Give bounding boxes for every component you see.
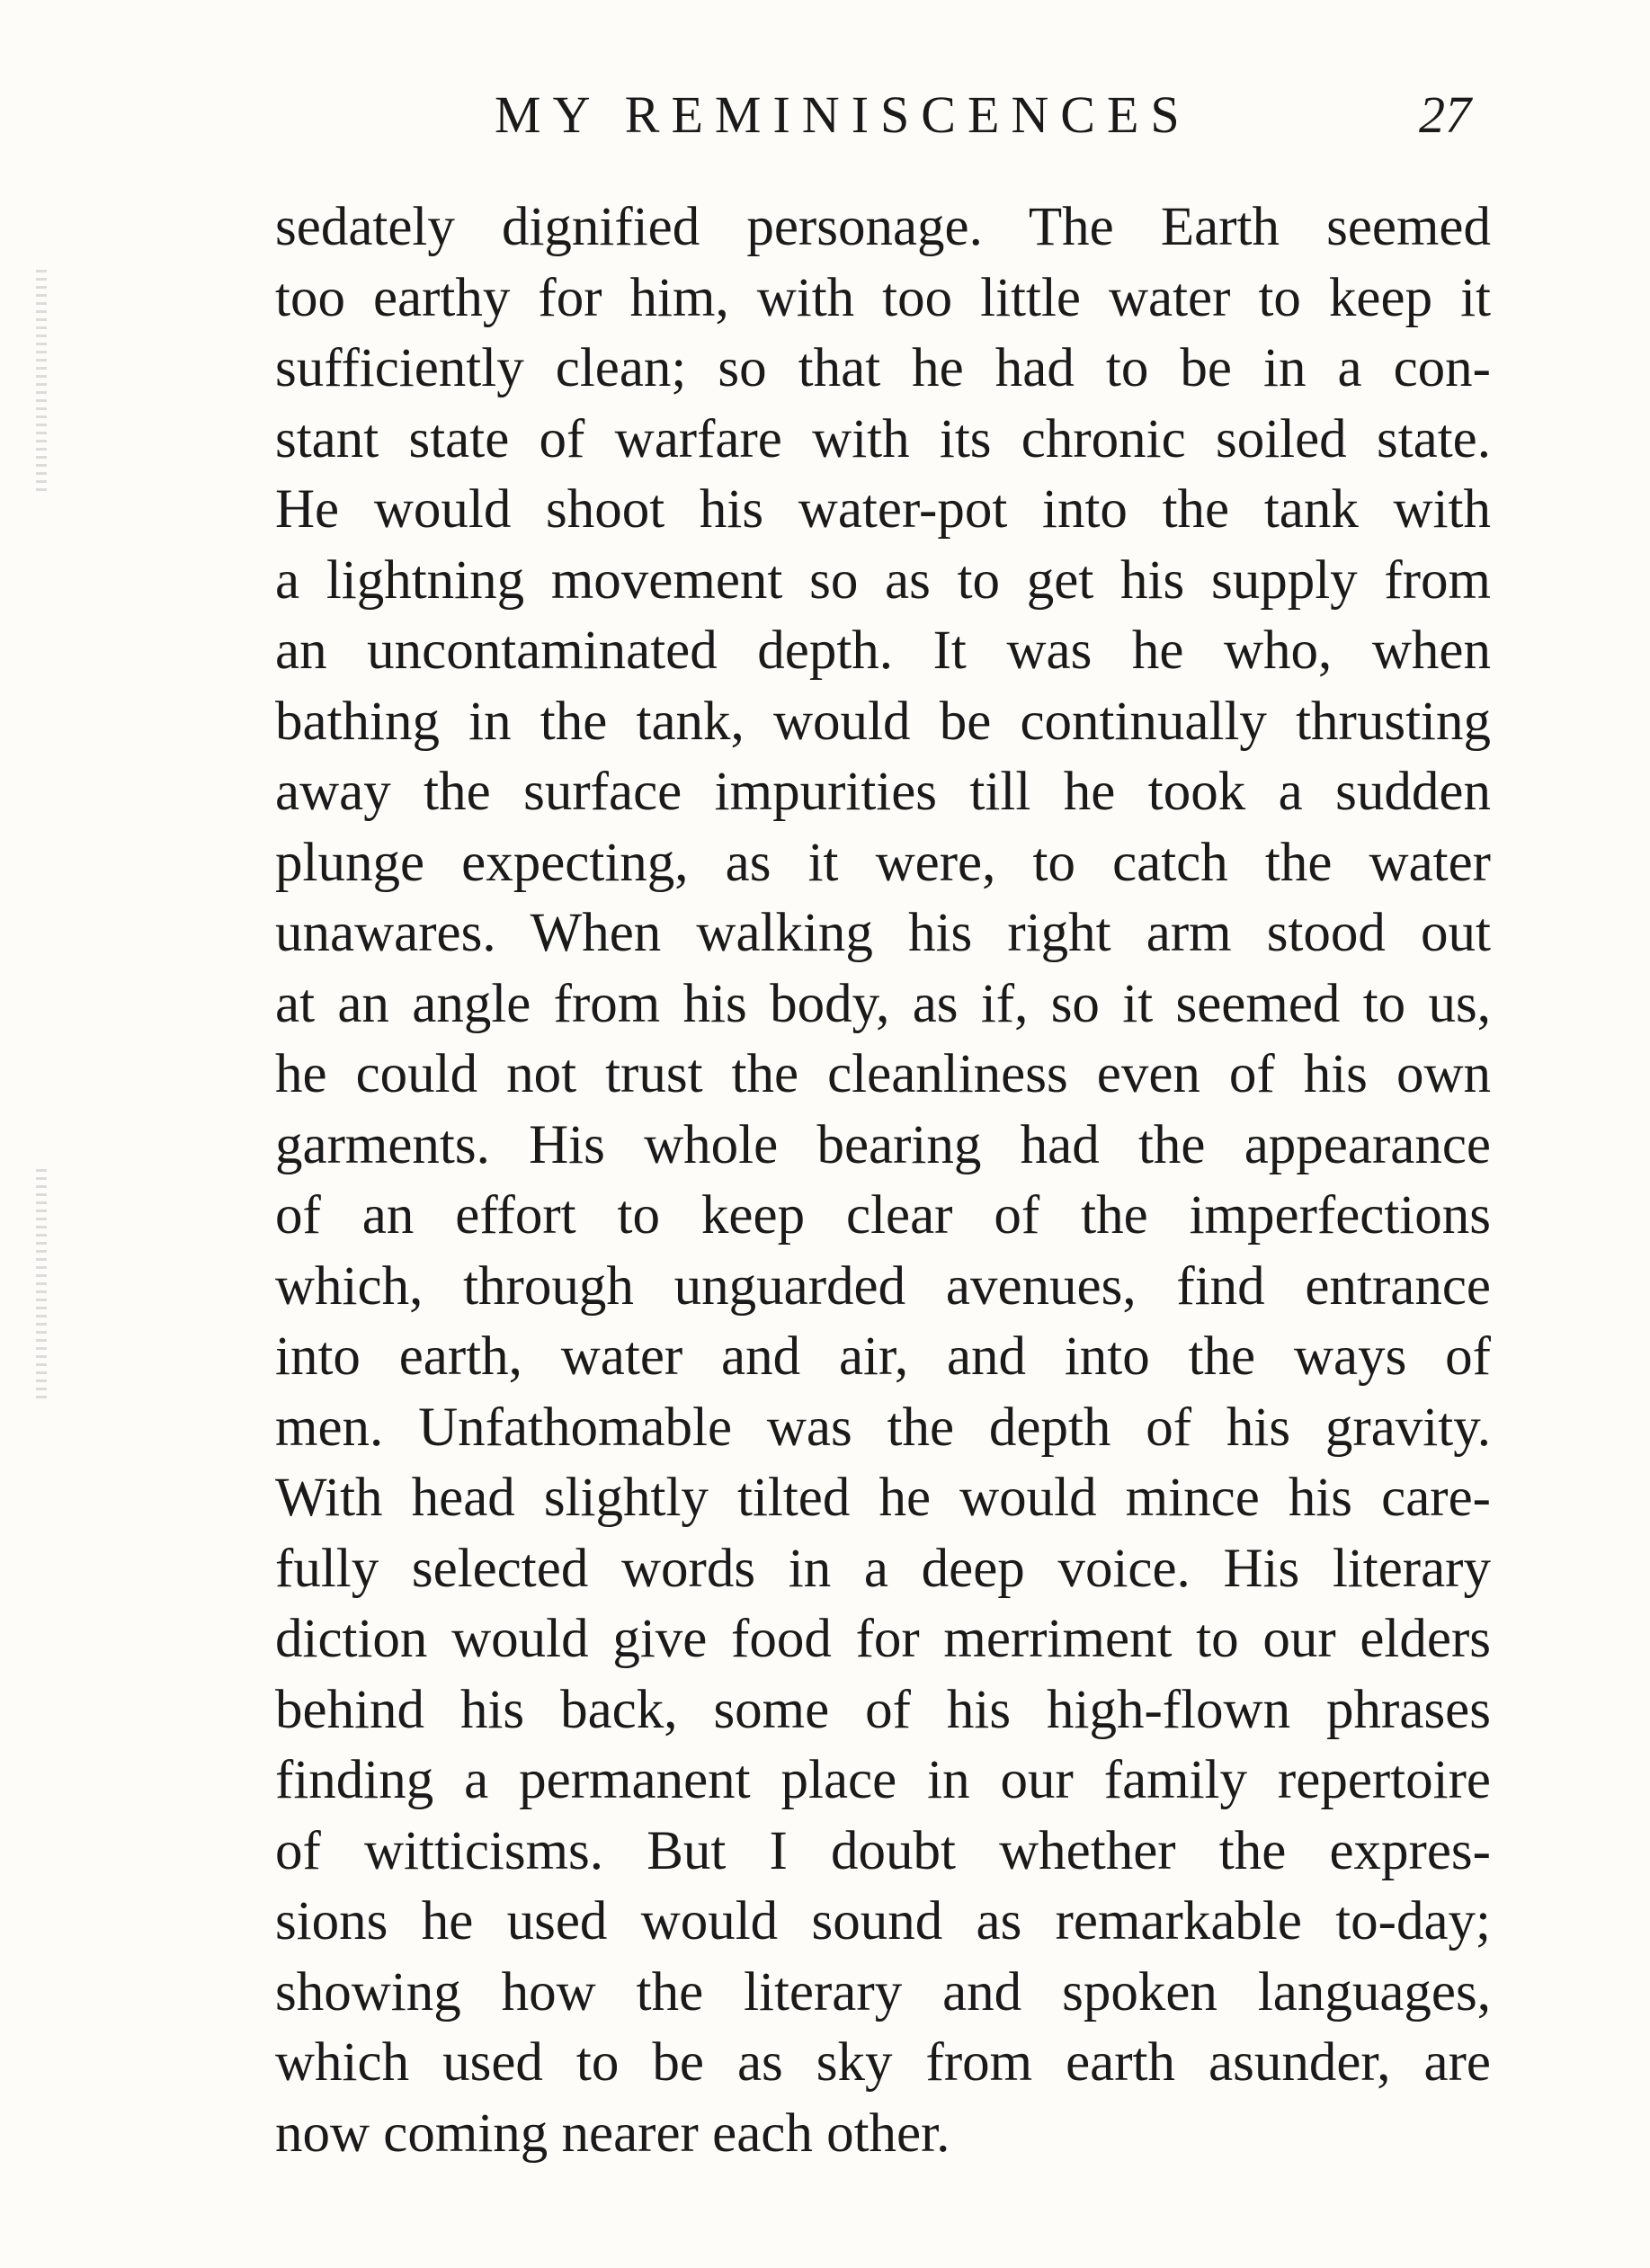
text-line: into earth, water and air, and into the ways of xyxy=(275,1326,1491,1387)
text-line: too earthy for him, with too little water to keep it xyxy=(275,267,1491,328)
text-line: With head slightly tilted he would mince his care- xyxy=(275,1468,1491,1528)
text-line: plunge expecting, as it were, to catch the water xyxy=(275,832,1491,893)
text-line: which used to be as sky from earth asunder, are xyxy=(275,2032,1491,2093)
page-header xyxy=(0,79,1650,151)
text-line: a lightning movement so as to get his supply from xyxy=(275,549,1491,611)
text-line: now coming nearer each other. xyxy=(275,2103,950,2164)
text-line: diction would give food for merriment to our elders xyxy=(275,1609,1491,1669)
text-line: He would shoot his water-pot into the tank with xyxy=(275,479,1491,540)
text-line: garments. His whole bearing had the appearance xyxy=(275,1114,1491,1175)
text-line: fully selected words in a deep voice. His literary xyxy=(275,1538,1491,1599)
text-line: an uncontaminated depth. It was he who, when xyxy=(275,621,1491,681)
text-line: which, through unguarded avenues, find entrance xyxy=(275,1255,1491,1317)
scan-edge-mark xyxy=(36,270,47,495)
text-line: behind his back, some of his high-flown phrases xyxy=(275,1679,1491,1740)
text-line: showing how the literary and spoken languages, xyxy=(275,1961,1491,2022)
text-line: of witticisms. But I doubt whether the expres- xyxy=(275,1820,1491,1881)
text-line: sedately dignified personage. The Earth seemed xyxy=(275,197,1491,257)
text-line: at an angle from his body, as if, so it seemed to us, xyxy=(275,973,1491,1034)
text-line: finding a permanent place in our family repertoire xyxy=(275,1750,1491,1810)
running-title: MY REMINISCENCES xyxy=(495,85,1191,144)
text-line: sufficiently clean; so that he had to be in a con- xyxy=(275,338,1491,398)
text-line: bathing in the tank, would be continually thrusting xyxy=(275,691,1491,752)
scan-edge-mark xyxy=(36,1169,47,1403)
text-line: he could not trust the cleanliness even of his own xyxy=(275,1044,1491,1104)
page-number: 27 xyxy=(1419,85,1471,144)
text-line: sions he used would sound as remarkable to-day; xyxy=(275,1891,1491,1951)
text-line: men. Unfathomable was the depth of his gravity. xyxy=(275,1397,1491,1458)
text-line: unawares. When walking his right arm stood out xyxy=(275,903,1491,963)
text-line: stant state of warfare with its chronic soiled state. xyxy=(275,408,1491,469)
body-text xyxy=(275,192,1491,2169)
text-line: of an effort to keep clear of the imperfections xyxy=(275,1185,1491,1246)
text-line: away the surface impurities till he took a sudden xyxy=(275,762,1491,822)
